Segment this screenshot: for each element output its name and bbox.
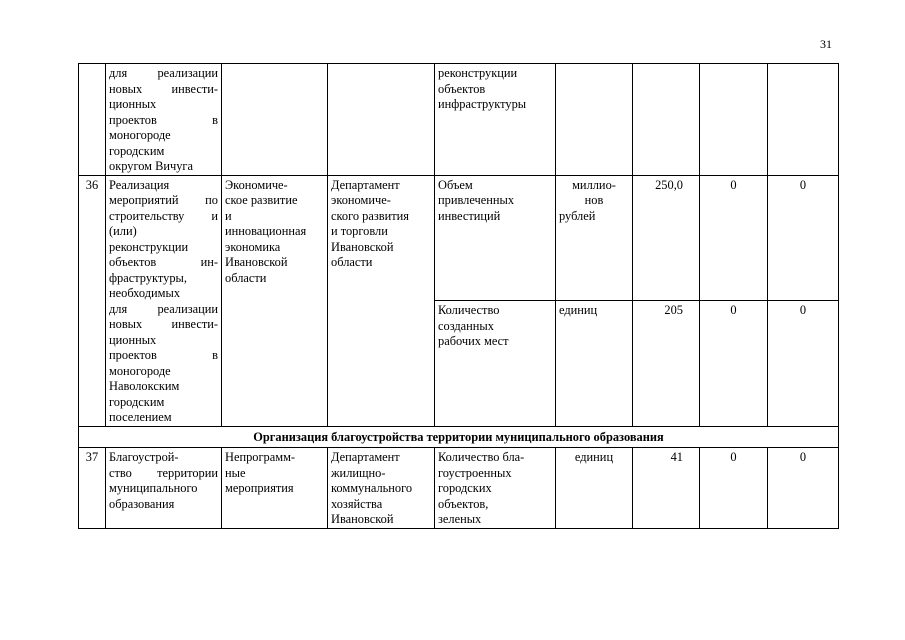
text-line: городским <box>109 394 165 409</box>
text-line: инфраструктуры <box>438 97 527 111</box>
text-line: городским <box>109 143 165 158</box>
text-line: экономика <box>225 239 281 254</box>
text-line: зеленых <box>438 512 482 526</box>
text-line: реконструкции <box>438 66 518 80</box>
table-row-continuation <box>79 64 839 176</box>
cell-value-2: 0 <box>700 448 768 529</box>
text-line: городских <box>438 481 492 495</box>
text-line: необходимых <box>109 286 181 300</box>
text-line: ционных <box>109 97 157 111</box>
text-line: области <box>331 255 373 269</box>
cell-value-2 <box>700 64 768 176</box>
cell-unit: единиц <box>556 448 633 529</box>
cell-num <box>79 64 106 176</box>
cell-indicator <box>435 301 556 427</box>
cell-value-1: 205 <box>633 301 700 427</box>
text-line: объектов, <box>438 496 489 511</box>
text-line: объектов <box>438 81 486 96</box>
cell-indicator <box>435 175 556 301</box>
text-line: поселением <box>109 410 172 424</box>
text-line: мероприятий по <box>109 193 218 207</box>
cell-unit <box>556 64 633 176</box>
cell-num: 36 <box>79 175 106 426</box>
table-row-37 <box>79 448 839 529</box>
text-line: Ивановской <box>331 512 394 526</box>
text-line: Благоустрой- <box>109 450 179 464</box>
cell-indicator <box>435 448 556 529</box>
text-line: (или) <box>109 224 137 238</box>
text-line: гоустроенных <box>438 465 512 480</box>
cell-program <box>222 175 328 426</box>
section-header-row <box>79 426 839 448</box>
text-line: реконструкции <box>109 239 189 254</box>
text-line: моногороде <box>109 128 171 142</box>
text-line: проектов в <box>109 112 218 127</box>
text-line: моногороде <box>109 363 171 378</box>
cell-name <box>106 448 222 529</box>
text-line: фраструктуры, <box>109 270 187 285</box>
section-title: Организация благоустройства территории муниципального образования <box>79 426 839 448</box>
text-line: и торговли <box>331 224 388 238</box>
text-line: жилищно- <box>331 465 386 480</box>
text-line: области <box>225 270 267 285</box>
text-line: ское развитие <box>225 193 298 207</box>
text-line: Реализация <box>109 177 170 192</box>
text-line: объектов ин- <box>109 255 218 269</box>
text-line: проектов в <box>109 348 218 362</box>
text-line: для реализации <box>109 301 218 316</box>
cell-value-2: 0 <box>700 175 768 301</box>
cell-indicator <box>435 64 556 176</box>
text-line: привлеченных <box>438 193 515 207</box>
cell-program <box>222 448 328 529</box>
text-line: рабочих мест <box>438 334 509 348</box>
cell-value-3: 0 <box>768 175 839 301</box>
cell-value-3: 0 <box>768 301 839 427</box>
text-line: образования <box>109 496 175 511</box>
text-line: единиц <box>559 303 598 317</box>
cell-value-3: 0 <box>768 448 839 529</box>
cell-executor <box>328 175 435 426</box>
text-line: миллио- <box>572 177 616 192</box>
text-line: Ивановской <box>225 255 288 269</box>
text-line: экономиче- <box>331 193 391 207</box>
text-line: новых инвести- <box>109 81 218 96</box>
text-line: муниципального <box>109 481 198 495</box>
cell-value-3 <box>768 64 839 176</box>
text-line: Экономиче- <box>225 177 288 192</box>
cell-unit <box>556 301 633 427</box>
cell-program <box>222 64 328 176</box>
text-line: инвестиций <box>438 208 501 223</box>
text-line: Непрограмм- <box>225 450 296 464</box>
text-line: ского развития <box>331 208 409 223</box>
text-line: и <box>225 208 232 223</box>
text-line: Ивановской <box>331 239 394 254</box>
cell-name <box>106 64 222 176</box>
text-line: Количество <box>438 303 500 317</box>
text-line: для реализации <box>109 66 218 80</box>
text-line: Департамент <box>331 450 400 464</box>
text-line: новых инвести- <box>109 317 218 331</box>
text-line: мероприятия <box>225 481 294 495</box>
cell-executor <box>328 64 435 176</box>
cell-value-1: 250,0 <box>633 175 700 301</box>
text-line: рублей <box>559 208 596 223</box>
cell-name <box>106 175 222 426</box>
text-line: ство территории <box>109 465 218 480</box>
table-row-36 <box>79 175 839 301</box>
text-line: Количество бла- <box>438 450 525 464</box>
cell-value-2: 0 <box>700 301 768 427</box>
program-table <box>78 63 839 529</box>
text-line: Наволокским <box>109 379 180 393</box>
text-line: созданных <box>438 318 494 333</box>
text-line: округом Вичуга <box>109 159 194 173</box>
text-line: ные <box>225 465 246 480</box>
cell-unit <box>556 175 633 301</box>
text-line: Департамент <box>331 177 400 192</box>
page-number: 31 <box>820 37 832 51</box>
text-line: Объем <box>438 177 473 192</box>
cell-num: 37 <box>79 448 106 529</box>
text-line: нов <box>584 193 604 207</box>
text-line: ционных <box>109 332 157 347</box>
cell-executor <box>328 448 435 529</box>
text-line: строительству и <box>109 208 218 223</box>
cell-value-1 <box>633 64 700 176</box>
text-line: коммунального <box>331 481 413 495</box>
text-line: хозяйства <box>331 496 383 511</box>
cell-value-1: 41 <box>633 448 700 529</box>
text-line: инновационная <box>225 224 307 238</box>
